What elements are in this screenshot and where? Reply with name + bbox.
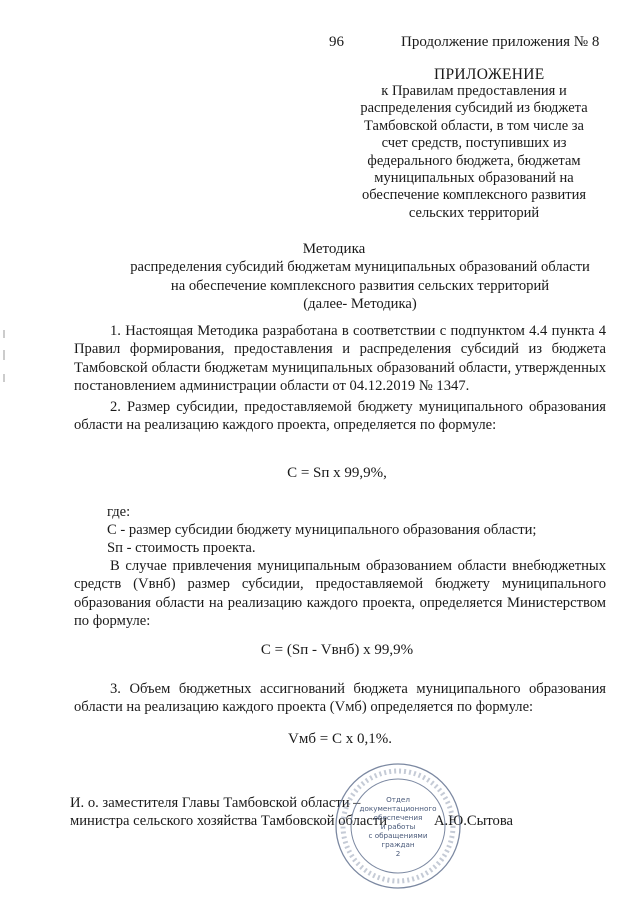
appendix-title: ПРИЛОЖЕНИЕ <box>434 66 545 83</box>
subtitle-line: (далее- Методика) <box>303 296 417 313</box>
paragraph-1: 1. Настоящая Методика разработана в соответствии с подпунктом 4.4 пункта 4 Правил формирования, предоставления и распределения субсидий из бюджета Тамбовской области бюджетам муниципальных образований области, утвержденных постановлением администрации области от 04.12.2019 № 1347. <box>74 323 606 395</box>
appendix-reference <box>340 83 608 222</box>
methodology-subtitle <box>110 258 610 314</box>
stamp-text: с обращениями <box>368 831 428 840</box>
methodology-title: Методика <box>302 241 366 257</box>
paragraph-3: 3. Объем бюджетных ассигнований бюджета муниципального образования области на реализацию каждого проекта (Vмб) определяется по формуле: <box>74 681 606 716</box>
formula-municipal-budget: Vмб = С х 0,1%. <box>288 731 392 747</box>
subtitle-line: на обеспечение комплексного развития сельских территорий <box>170 277 550 294</box>
signatory-title-line2: министра сельского хозяйства Тамбовской области <box>70 813 388 829</box>
appendix-line: распределения субсидий из бюджета <box>360 100 588 117</box>
appendix-line: к Правилам предоставления и <box>381 83 567 99</box>
definition-c: С - размер субсидии бюджету муниципального образования области; <box>107 522 537 538</box>
definition-sp: Sп - стоимость проекта. <box>107 540 256 556</box>
stamp-text: документационного <box>359 804 437 813</box>
stamp-text: и работы <box>380 822 416 831</box>
stamp-text: Отдел <box>386 795 410 804</box>
appendix-line: сельских территорий <box>408 204 540 221</box>
formula-subsidy: С = Sп х 99,9%, <box>287 465 387 481</box>
stamp-text: обеспечения <box>373 813 423 822</box>
signatory-title-line1: И. о. заместителя Главы Тамбовской области – <box>70 795 361 811</box>
paragraph-2: 2. Размер субсидии, предоставляемой бюджету муниципального образования области на реализацию каждого проекта, определяется по формуле: <box>74 399 606 434</box>
stamp-text: 2 <box>395 849 401 858</box>
margin-marks <box>2 330 6 400</box>
formula-subsidy-extrabudget: С = (Sп - Vвнб) х 99,9% <box>260 642 414 658</box>
stamp-text: граждан <box>381 840 415 849</box>
appendix-line: муниципальных образований на <box>374 170 574 187</box>
appendix-line: Тамбовской области, в том числе за <box>364 117 584 134</box>
where-label: где: <box>107 504 131 520</box>
official-stamp <box>332 760 464 892</box>
signatory-name: А.Ю.Сытова <box>434 813 514 829</box>
subtitle-line: распределения субсидий бюджетам муниципальных образований области <box>130 259 590 275</box>
page-number: 96 <box>329 34 344 50</box>
appendix-line: счет средств, поступивших из <box>381 135 567 152</box>
appendix-line: федерального бюджета, бюджетам <box>367 152 581 169</box>
continuation-note: Продолжение приложения № 8 <box>401 34 600 50</box>
appendix-line: обеспечение комплексного развития <box>361 187 587 204</box>
paragraph-extrabudget: В случае привлечения муниципальным образованием области внебюджетных средств (Vвнб) размер субсидии, предоставляемой бюджету муниципального образования области на реализацию каждого проекта, определяется Министерством по формуле: <box>74 558 606 630</box>
